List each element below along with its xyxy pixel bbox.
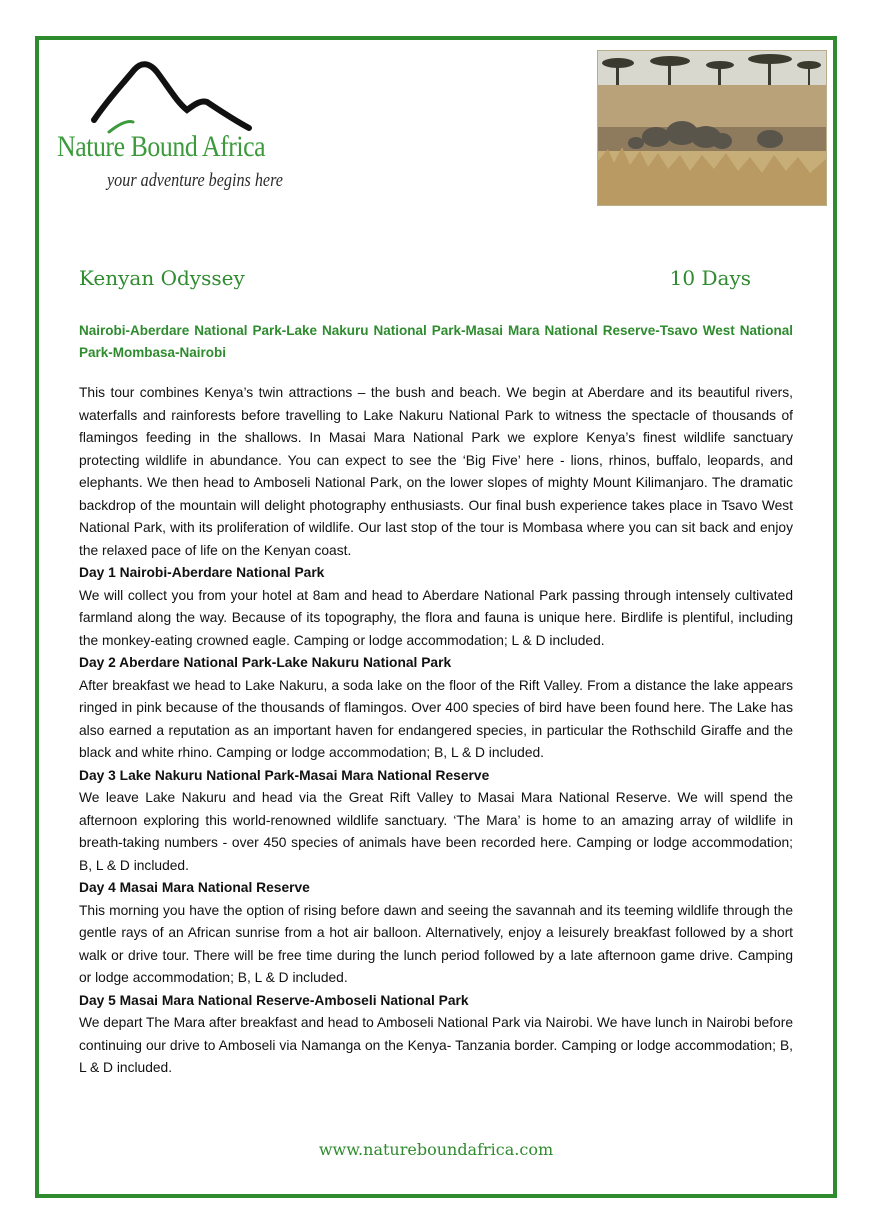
footer-website-link[interactable]: www.natureboundafrica.com bbox=[318, 1140, 554, 1159]
brand-tagline: your adventure begins here bbox=[107, 170, 283, 191]
brand-logo bbox=[49, 58, 319, 198]
day-text: This morning you have the option of rising before dawn and seeing the savannah and its teeming wildlife through the gentle rays of an African sunrise from a hot air balloon. Alternatively, enjoy a leisurely breakfast followed by a short walk or drive tour. There will be free time during the lunch period followed by a late afternoon game drive. Camping or lodge accommodation; B, L & D included. bbox=[79, 902, 793, 985]
day-text: We leave Lake Nakuru and head via the Great Rift Valley to Masai Mara National Reserve. We will spend the afternoon exploring this world-renowned wildlife sanctuary. ‘The Mara’ is home to an amazing array of wildlife in breath-taking numbers - over 450 species of animals have been recorded here. Camping or lodge accommodation; B, L & D included. bbox=[79, 790, 793, 873]
tour-title: Kenyan Odyssey bbox=[79, 266, 245, 290]
tour-title-row bbox=[79, 266, 751, 290]
tour-duration: 10 Days bbox=[669, 266, 751, 290]
elephants-photo bbox=[597, 50, 827, 206]
mountain-logo-icon bbox=[49, 58, 319, 138]
day-heading: Day 2 Aberdare National Park-Lake Nakuru National Park bbox=[79, 655, 452, 670]
day-heading: Day 1 Nairobi-Aberdare National Park bbox=[79, 565, 325, 580]
day-heading: Day 4 Masai Mara National Reserve bbox=[79, 880, 310, 895]
tour-route: Nairobi-Aberdare National Park-Lake Nakuru National Park-Masai Mara National Reserve-Tsavo West National Park-Mombasa-Nairobi bbox=[79, 323, 793, 360]
tour-intro: This tour combines Kenya’s twin attractions – the bush and beach. We begin at Aberdare and its beautiful rivers, waterfalls and rainforests before travelling to Lake Nakuru National Park to witness the spectacle of thousands of flamingos feeding in the shallows. In Masai Mara National Park we explore Kenya’s finest wildlife sanctuary protecting wildlife in abundance. You can expect to see the ‘Big Five’ here - lions, rhinos, buffalo, leopards, and elephants. We then head to Amboseli National Park, on the lower slopes of mighty Mount Kilimanjaro. The dramatic backdrop of the mountain will delight photography enthusiasts. Our final bush experience takes place in Tsavo West National Park, with its proliferation of wildlife. Our last stop of the tour is Mombasa where you can sit back and enjoy the relaxed pace of life on the Kenyan coast. bbox=[79, 385, 793, 558]
page-border bbox=[35, 36, 837, 1198]
day-text: We will collect you from your hotel at 8am and head to Aberdare National Park passing through intensely cultivated farmland along the way. Because of its topography, the flora and fauna is unique here. Birdlife is plentiful, including the monkey-eating crowned eagle. Camping or lodge accommodation; L & D included. bbox=[79, 587, 793, 648]
day-text: We depart The Mara after breakfast and head to Amboseli National Park via Nairobi. We have lunch in Nairobi before continuing our drive to Amboseli via Namanga on the Kenya- Tanzania border. Camping or lodge accommodation; B, L & D included. bbox=[79, 1015, 793, 1075]
brand-name: Nature Bound Africa bbox=[57, 130, 266, 163]
day-heading: Day 5 Masai Mara National Reserve-Amboseli National Park bbox=[79, 992, 469, 1008]
itinerary-content bbox=[79, 382, 793, 1080]
day-heading: Day 3 Lake Nakuru National Park-Masai Mara National Reserve bbox=[79, 767, 490, 783]
day-text: After breakfast we head to Lake Nakuru, a soda lake on the floor of the Rift Valley. From a distance the lake appears ringed in pink because of the thousands of flamingos. Over 400 species of bird have been found here. The Lake has also earned a reputation as an important haven for endangered species, in particular the Rothschild Giraffe and the black and white rhino. Camping or lodge accommodation; B, L & D included. bbox=[79, 677, 793, 760]
